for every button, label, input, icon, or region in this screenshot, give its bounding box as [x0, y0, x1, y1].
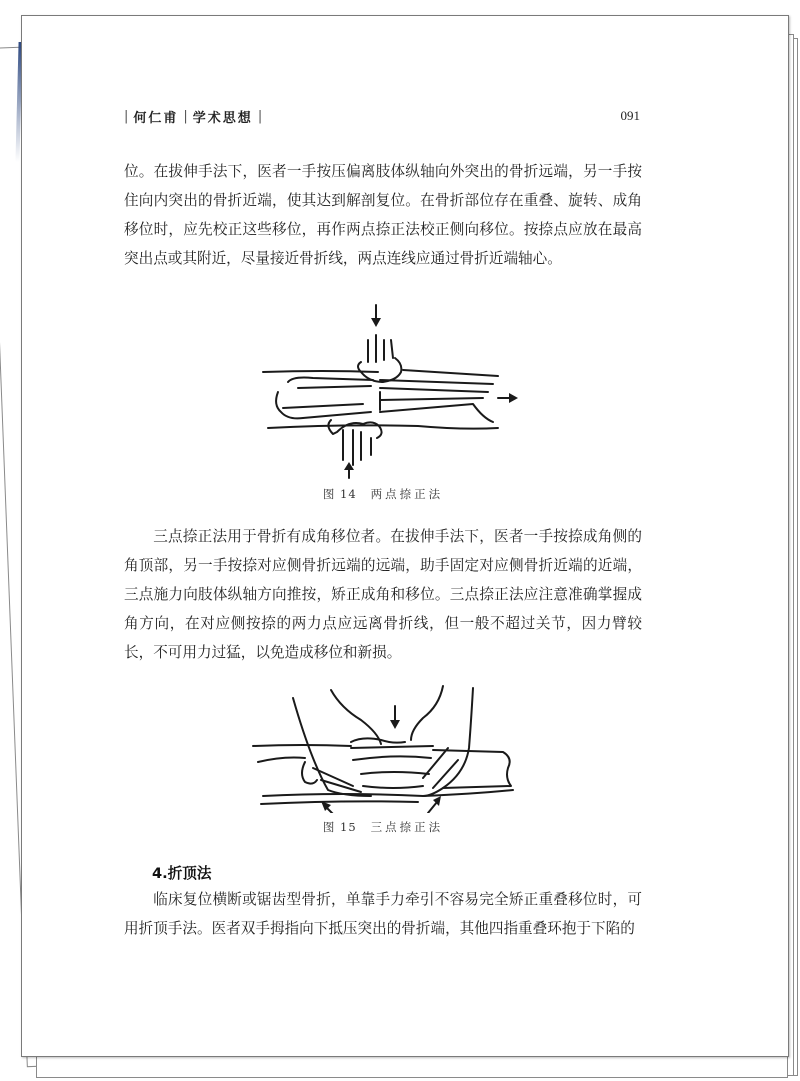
body-paragraph: 三点捺正法用于骨折有成角移位者。在拔伸手法下，医者一手按捺成角侧的角顶部，另一手按捺对应侧骨折远端的远端，助手固定对应侧骨折近端的近端，三点施力向肢体纵轴方向推按，矫正成角和移位。三点捺正法应注意准确掌握成角方向，在对应侧按捺的两力点应远离骨折线，但一般不超过关节，因力臂较长，不可用力过猛，以免造成移位和新损。: [124, 528, 642, 661]
three-point-reduction-illustration: [243, 678, 523, 813]
figure-title: 三点捺正法: [370, 820, 444, 834]
two-point-reduction-illustration: [243, 300, 523, 480]
body-paragraph: 临床复位横断或锯齿型骨折，单靠手力牵引不容易完全矫正重叠移位时，可用折顶手法。医者双手拇指向下抵压突出的骨折端，其他四指重叠环抱于下陷的: [124, 891, 642, 937]
figure-14: [124, 300, 642, 502]
running-head-separator: |: [124, 108, 129, 124]
figure-caption: [124, 819, 642, 835]
section-title: 折顶法: [167, 865, 212, 882]
running-head-separator: |: [257, 108, 263, 124]
running-head-section: 学术思想: [192, 110, 253, 126]
page-number: 091: [620, 108, 640, 123]
body-paragraph: 位。在拔伸手法下，医者一手按压偏离肢体纵轴向外突出的骨折远端，另一手按住向内突出的骨折近端，使其达到解剖复位。在骨折部位存在重叠、旋转、成角移位时，应先校正这些移位，再作两点捺正法校正侧向移位。按捺点应放在最高突出点或其附近，尽量接近骨折线，两点连线应通过骨折近端轴心。: [124, 163, 642, 267]
running-head-separator: |: [183, 108, 188, 124]
running-head-author: 何仁甫: [133, 110, 179, 126]
page-header: [124, 104, 640, 128]
figure-number: 图 15: [322, 820, 357, 834]
figure-number: 图 14: [322, 487, 357, 501]
section-number: 4.: [152, 865, 168, 882]
running-head: [124, 107, 267, 126]
section-heading: [152, 862, 212, 883]
figure-caption: [124, 486, 642, 502]
figure-title: 两点捺正法: [370, 487, 444, 501]
figure-15: [124, 678, 642, 835]
